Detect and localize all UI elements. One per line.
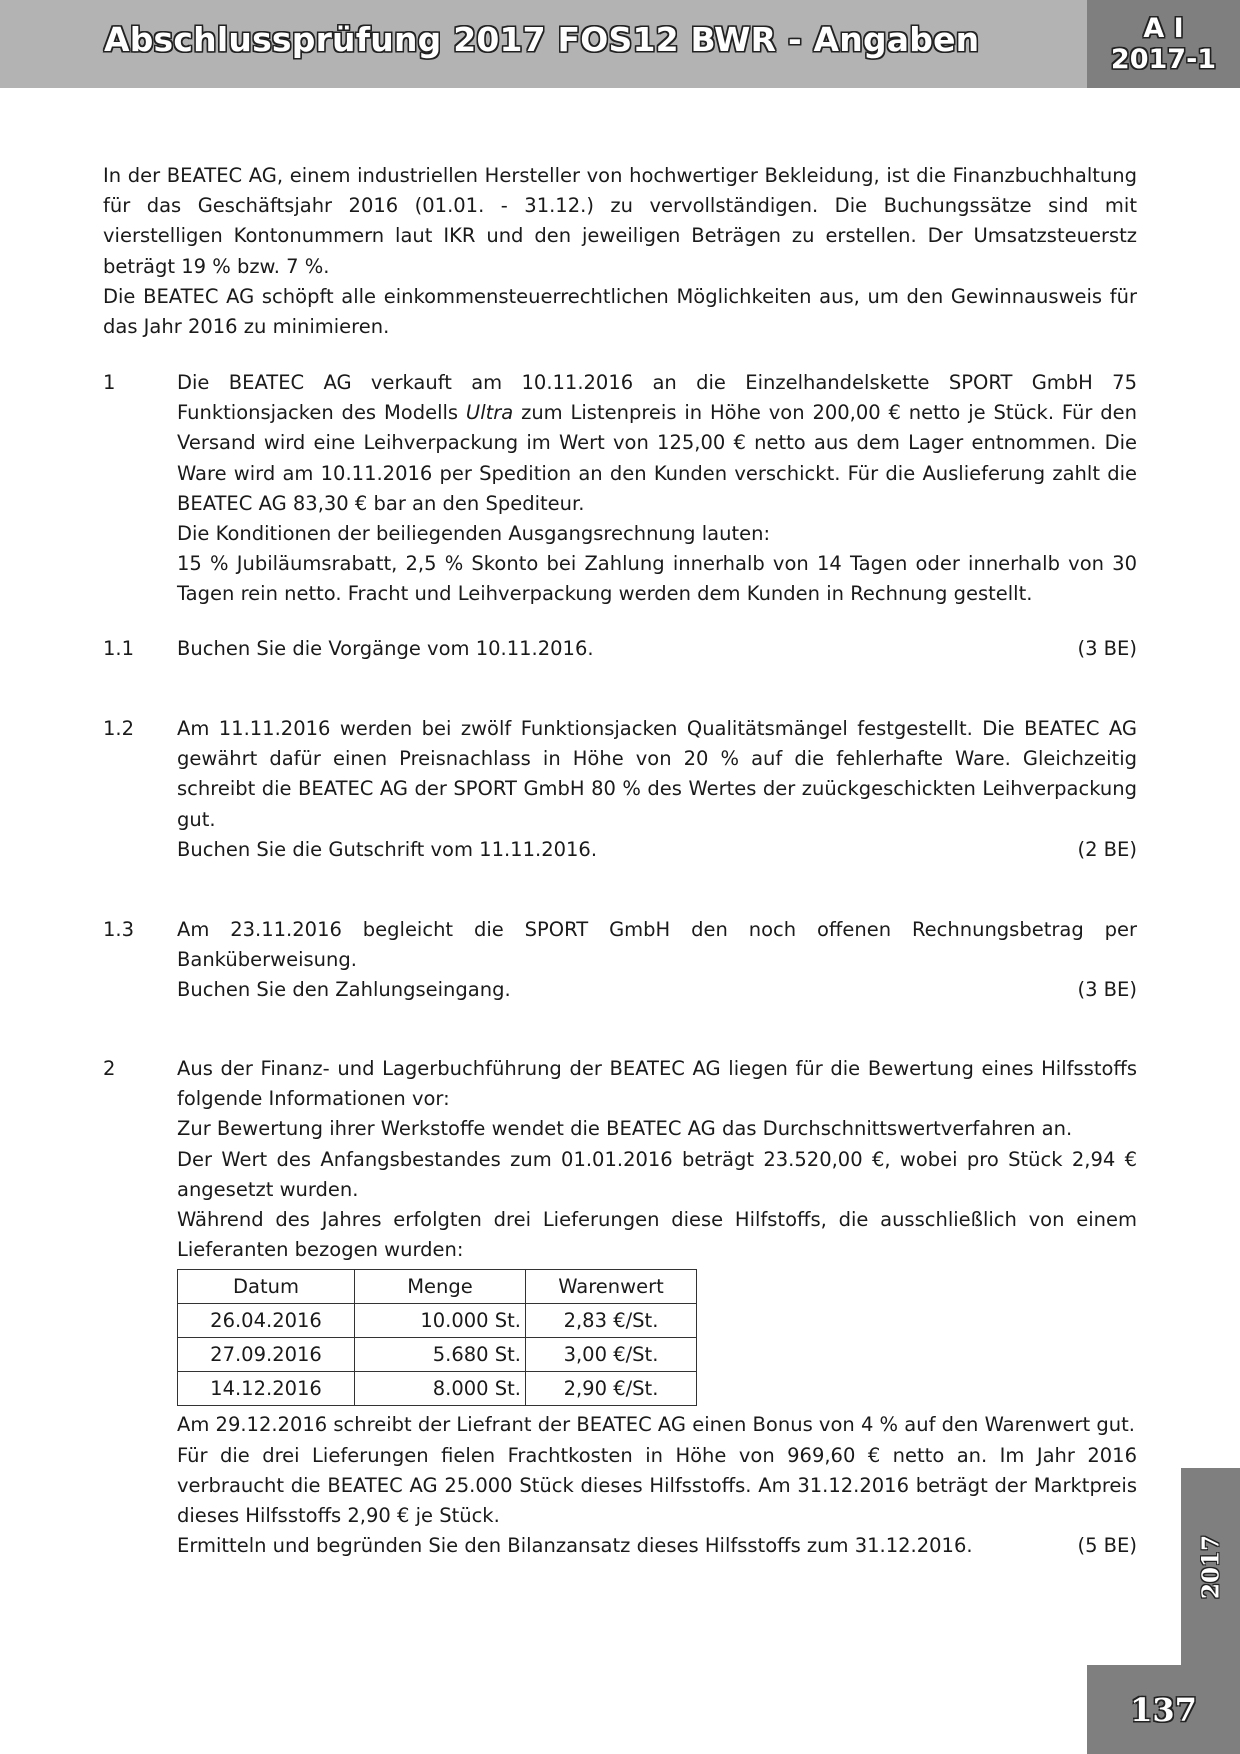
task-number: 1 [103, 371, 116, 394]
table-row [178, 1304, 697, 1338]
header-bar [0, 0, 1087, 88]
task-2-text-6: Für die drei Lieferungen fielen Frachtkosten in Höhe von 969,60 € netto an. Im Jahr 2016 verbraucht die BEATEC AG 25.000 Stück dieses Hilfsstoffs. Am 31.12.2016 beträgt der Marktpreis dieses Hilfsstoffs 2,90 € je Stück. [177, 1443, 1137, 1528]
model-name: Ultra [465, 401, 514, 425]
task-2-text-4: Während des Jahres erfolgten drei Lieferungen diese Hilfstoffs, die ausschließlich von einem Lieferanten bezogen wurden: [177, 1208, 1137, 1262]
cell-quantity: 5.680 St. [355, 1338, 526, 1372]
task-1-3 [103, 915, 1137, 1006]
exam-code-label: 2017-1 [1110, 44, 1217, 75]
points-badge: (2 BE) [1077, 837, 1137, 861]
year-label: 2017 [1197, 1534, 1224, 1599]
task-instruction: Ermitteln und begründen Sie den Bilanzansatz dieses Hilfsstoffs zum 31.12.2016. [177, 1534, 973, 1558]
task-number: 1.1 [103, 637, 135, 660]
task-1-3-description: Am 23.11.2016 begleicht die SPORT GmbH den noch offenen Rechnungsbetrag per Banküberweisung. [177, 918, 1137, 972]
column-header-quantity: Menge [355, 1270, 526, 1304]
intro-paragraph-1: In der BEATEC AG, einem industriellen Hersteller von hochwertiger Bekleidung, ist die Finanzbuchhaltung für das Geschäftsjahr 2016 (01.01. - 31.12.) zu vervollständigen. Die Buchungssätze sind mit vierstelligen Kontonummern laut IKR und den jeweiligen Beträgen zu erstellen. Der Umsatzsteuerstz beträgt 19 % bzw. 7 %. [103, 164, 1137, 278]
cell-quantity: 8.000 St. [355, 1372, 526, 1406]
intro-paragraph-2: Die BEATEC AG schöpft alle einkommensteuerrechtlichen Möglichkeiten aus, um den Gewinnausweis für das Jahr 2016 zu minimieren. [103, 284, 1137, 339]
page-title: Abschlussprüfung 2017 FOS12 BWR - Angaben [104, 20, 980, 59]
task-1-2 [103, 714, 1137, 865]
exam-part-label: A I [1143, 13, 1184, 44]
cell-value: 2,90 €/St. [526, 1372, 697, 1406]
page-number-box [1087, 1665, 1240, 1754]
task-2-text-2: Zur Bewertung ihrer Werkstoffe wendet die BEATEC AG das Durchschnittswertverfahren an. [177, 1117, 1073, 1141]
task-number: 1.2 [103, 717, 135, 740]
table-row [178, 1338, 697, 1372]
table-header-row [178, 1270, 697, 1304]
task-instruction: Buchen Sie den Zahlungseingang. [177, 978, 511, 1002]
column-header-date: Datum [178, 1270, 355, 1304]
task-1-conditions: 15 % Jubiläumsrabatt, 2,5 % Skonto bei Zahlung innerhalb von 14 Tagen oder innerhalb von 30 Tagen rein netto. Fracht und Leihverpackung werden dem Kunden in Rechnung gestellt. [177, 552, 1137, 606]
task-1-2-description: Am 11.11.2016 werden bei zwölf Funktionsjacken Qualitätsmängel festgestellt. Die BEATEC AG gewährt dafür einen Preisnachlass in Höhe von 20 % auf die fehlerhafte Ware. Gleichzeitig schreibt die BEATEC AG der SPORT GmbH 80 % des Wertes der zuückgeschickten Leihverpackung gut. [177, 717, 1137, 831]
task-2-text-1: Aus der Finanz- und Lagerbuchführung der BEATEC AG liegen für die Bewertung eines Hilfsstoffs folgende Informationen vor: [177, 1057, 1137, 1111]
task-1-1 [103, 634, 1137, 664]
task-number: 2 [103, 1057, 116, 1080]
task-2-text-5: Am 29.12.2016 schreibt der Liefrant der BEATEC AG einen Bonus von 4 % auf den Warenwert gut. [177, 1413, 1135, 1437]
task-1-conditions-intro: Die Konditionen der beiliegenden Ausgangsrechnung lauten: [177, 522, 771, 546]
cell-value: 3,00 €/St. [526, 1338, 697, 1372]
column-header-value: Warenwert [526, 1270, 697, 1304]
cell-date: 14.12.2016 [178, 1372, 355, 1406]
points-badge: (5 BE) [1077, 1534, 1137, 1558]
task-number: 1.3 [103, 918, 135, 941]
cell-quantity: 10.000 St. [355, 1304, 526, 1338]
points-badge: (3 BE) [1077, 978, 1137, 1002]
cell-value: 2,83 €/St. [526, 1304, 697, 1338]
table-row [178, 1372, 697, 1406]
intro-section [103, 161, 1137, 342]
task-1-description: Die BEATEC AG verkauft am 10.11.2016 an die Einzelhandelskette SPORT GmbH 75 Funktionsjacken des Modells Ultra zum Listenpreis in Höhe von 200,00 € netto je Stück. Für den Versand wird eine Leihverpackung im Wert von 125,00 € netto aus dem Lager entnommen. Die Ware wird am 10.11.2016 per Spedition an den Kunden verschickt. Für die Auslieferung zahlt die BEATEC AG 83,30 € bar an den Spediteur. [177, 371, 1138, 515]
points-badge: (3 BE) [1077, 637, 1137, 660]
task-2 [103, 1054, 1137, 1561]
task-2-text-3: Der Wert des Anfangsbestandes zum 01.01.2016 beträgt 23.520,00 €, wobei pro Stück 2,94 € angesetzt wurden. [177, 1147, 1137, 1201]
task-instruction: Buchen Sie die Gutschrift vom 11.11.2016. [177, 837, 598, 861]
task-1 [103, 368, 1137, 610]
year-side-tab [1181, 1468, 1240, 1665]
page-number: 137 [1130, 1690, 1197, 1729]
cell-date: 27.09.2016 [178, 1338, 355, 1372]
deliveries-table [177, 1269, 697, 1406]
exam-code-box [1087, 0, 1240, 88]
task-instruction: Buchen Sie die Vorgänge vom 10.11.2016. [177, 637, 594, 660]
cell-date: 26.04.2016 [178, 1304, 355, 1338]
